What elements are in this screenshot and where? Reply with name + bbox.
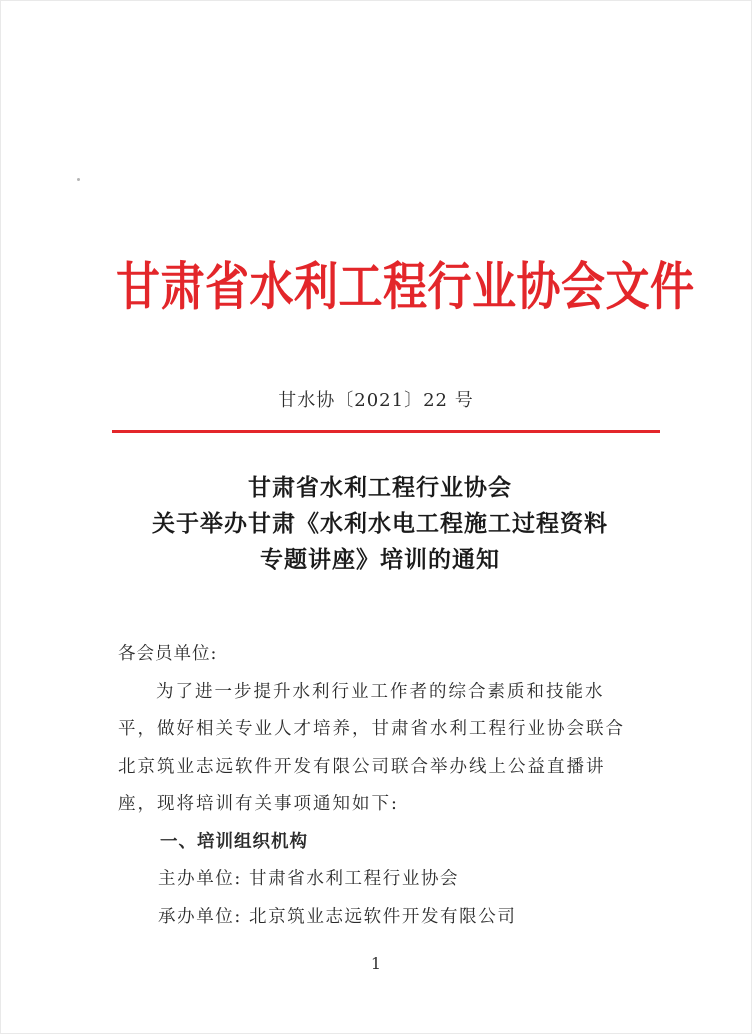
section-heading-organization: 一、培训组织机构 [160, 831, 308, 852]
notice-title-line-3: 专题讲座》培训的通知 [260, 546, 500, 573]
notice-title-line-1: 甘肃省水利工程行业协会 [248, 474, 512, 501]
red-divider-rule [112, 430, 660, 433]
notice-title-line-2: 关于举办甘肃《水利水电工程施工过程资料 [152, 510, 608, 537]
paragraph-line-1: 为了进一步提升水利行业工作者的综合素质和技能水 [156, 681, 605, 702]
scan-speck [77, 178, 80, 181]
paragraph-line-4: 座，现将培训有关事项通知如下: [118, 794, 399, 814]
page-number: 1 [370, 954, 382, 973]
paragraph-line-2: 平，做好相关专业人才培养，甘肃省水利工程行业协会联合 [118, 719, 625, 739]
organizer-line: 主办单位: 甘肃省水利工程行业协会 [158, 869, 460, 889]
notice-body [118, 636, 678, 936]
salutation: 各会员单位: [118, 644, 218, 664]
issuer-header-title: 甘肃省水利工程行业协会文件 [116, 257, 695, 318]
document-number: 甘水协〔2021〕22 号 [278, 390, 474, 411]
paragraph-line-3: 北京筑业志远软件开发有限公司联合举办线上公益直播讲 [118, 756, 606, 777]
notice-title [80, 470, 680, 578]
co-organizer-line: 承办单位: 北京筑业志远软件开发有限公司 [158, 906, 517, 927]
